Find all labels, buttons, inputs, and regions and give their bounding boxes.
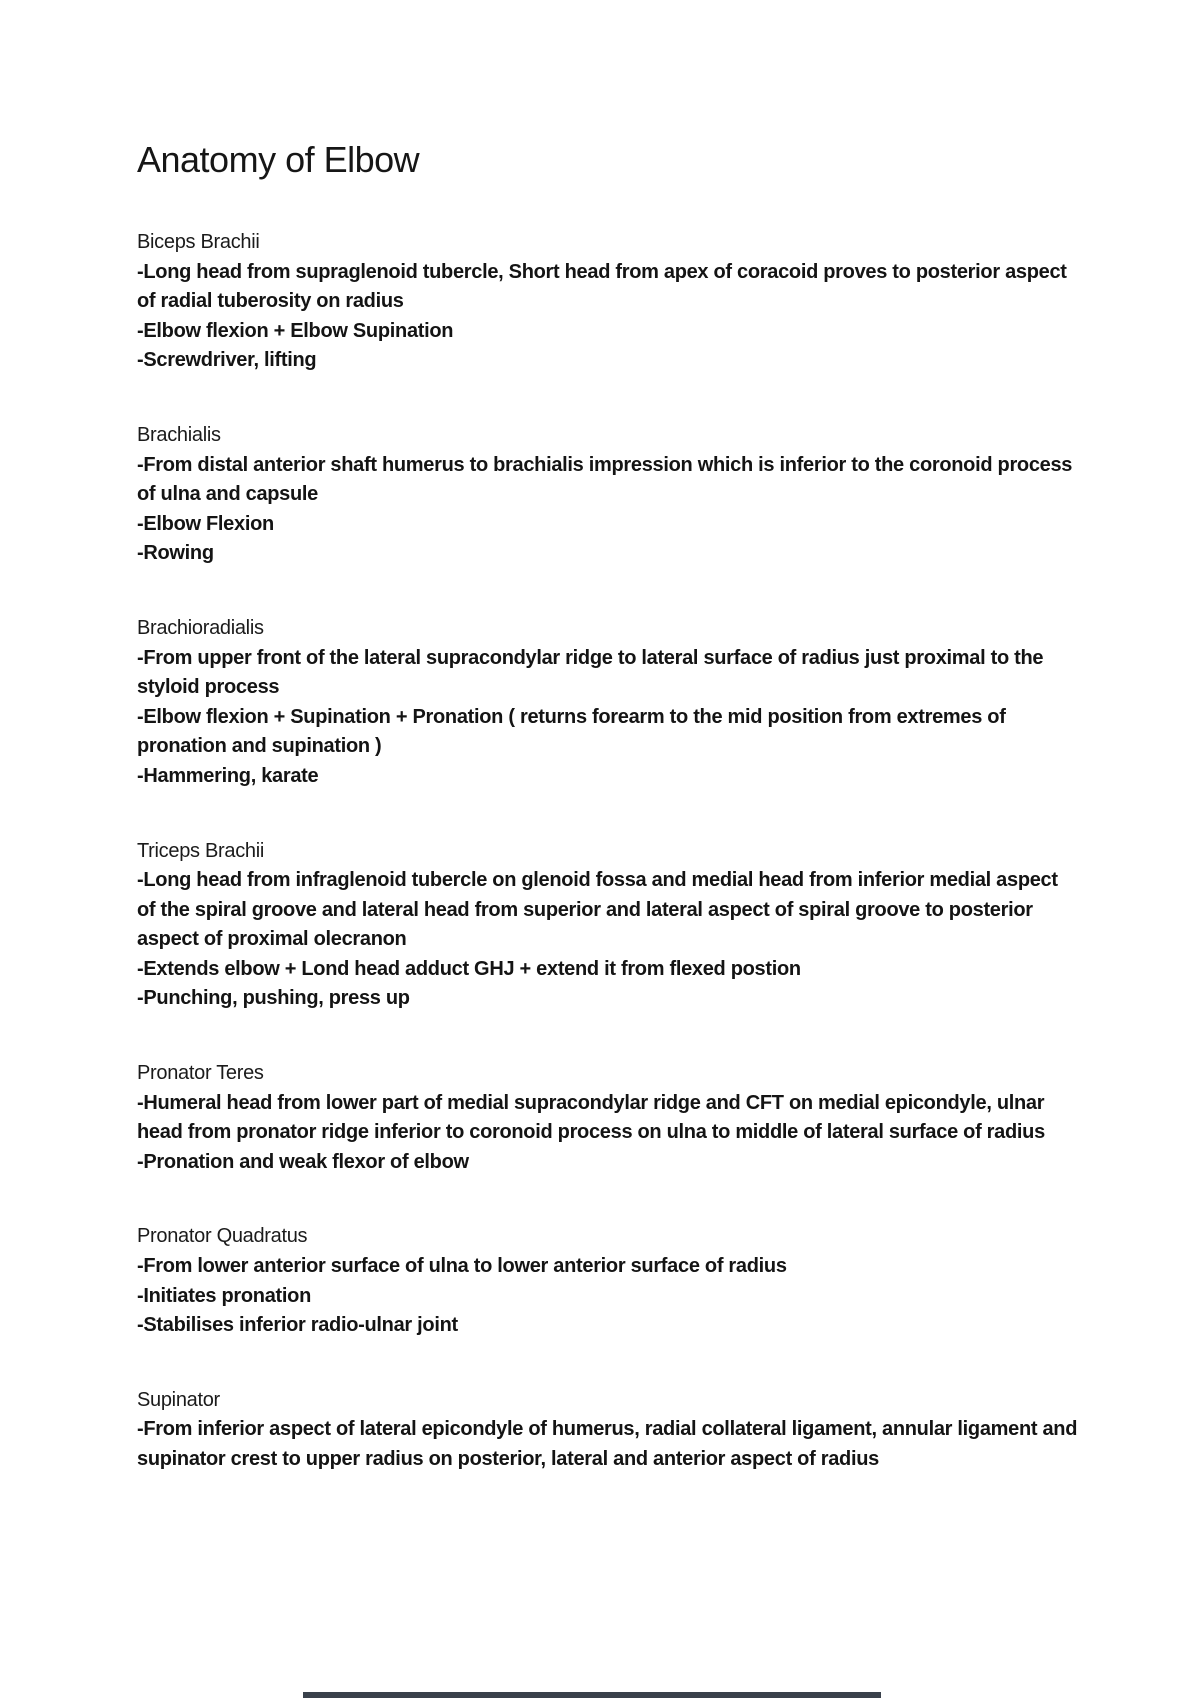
muscle-name: Triceps Brachii xyxy=(137,839,265,862)
muscle-details xyxy=(137,1089,1079,1178)
muscle-section xyxy=(137,1386,1079,1475)
bullet-line: -From upper front of the lateral supracondylar ridge to lateral surface of radius just proximal to the styloid process xyxy=(137,646,1044,699)
bullet-line: -Extends elbow + Lond head adduct GHJ + extend it from flexed postion xyxy=(137,957,801,980)
muscle-name: Brachioradialis xyxy=(137,616,264,639)
muscle-details xyxy=(137,1415,1079,1474)
bullet-line: -Pronation and weak flexor of elbow xyxy=(137,1150,469,1173)
bullet-line: -Elbow flexion + Supination + Pronation ( returns forearm to the mid position from extremes of pronation and supination ) xyxy=(137,705,1006,758)
document-content xyxy=(137,138,1079,1475)
bullet-line: -Rowing xyxy=(137,542,214,565)
bullet-line: -Elbow flexion + Elbow Supination xyxy=(137,319,454,342)
muscle-details xyxy=(137,1252,1079,1341)
muscle-details xyxy=(137,451,1079,569)
bullet-line: -Long head from infraglenoid tubercle on glenoid fossa and medial head from inferior medial aspect of the spiral groove and lateral head from superior and lateral aspect of spiral groove to posterior aspect of proximal olecranon xyxy=(137,869,1058,951)
bullet-line: -Stabilises inferior radio-ulnar joint xyxy=(137,1314,458,1337)
bottom-edge-bar xyxy=(303,1692,881,1698)
muscle-section xyxy=(137,421,1079,569)
bullet-line: -Elbow Flexion xyxy=(137,512,274,535)
muscle-name: Pronator Quadratus xyxy=(137,1225,308,1248)
muscle-name: Pronator Teres xyxy=(137,1062,264,1085)
muscle-details xyxy=(137,258,1079,376)
muscle-section xyxy=(137,1222,1079,1340)
muscle-name: Brachialis xyxy=(137,423,221,446)
muscle-name: Supinator xyxy=(137,1388,220,1411)
bullet-line: -Long head from supraglenoid tubercle, Short head from apex of coracoid proves to posterior aspect of radial tuberosity on radius xyxy=(137,260,1067,313)
muscle-section xyxy=(137,837,1079,1015)
bullet-line: -Humeral head from lower part of medial supracondylar ridge and CFT on medial epicondyle, ulnar head from pronator ridge inferior to coronoid process on ulna to middle of lateral surface of radius xyxy=(137,1091,1045,1144)
bullet-line: -From lower anterior surface of ulna to lower anterior surface of radius xyxy=(137,1255,787,1278)
bullet-line: -From distal anterior shaft humerus to brachialis impression which is inferior to the coronoid process of ulna and capsule xyxy=(137,453,1073,506)
muscle-section xyxy=(137,1059,1079,1177)
muscle-details xyxy=(137,644,1079,792)
bullet-line: -From inferior aspect of lateral epicondyle of humerus, radial collateral ligament, annular ligament and supinator crest to upper radius on posterior, lateral and anterior aspect of radius xyxy=(137,1418,1078,1470)
muscle-section xyxy=(137,614,1079,792)
muscle-details xyxy=(137,866,1079,1014)
bullet-line: -Punching, pushing, press up xyxy=(137,987,410,1010)
page-title: Anatomy of Elbow xyxy=(137,139,420,180)
sections xyxy=(137,228,1079,1475)
bullet-line: -Screwdriver, lifting xyxy=(137,349,317,372)
bullet-line: -Initiates pronation xyxy=(137,1284,312,1307)
bullet-line: -Hammering, karate xyxy=(137,764,319,787)
muscle-section xyxy=(137,228,1079,376)
muscle-name: Biceps Brachii xyxy=(137,231,260,253)
